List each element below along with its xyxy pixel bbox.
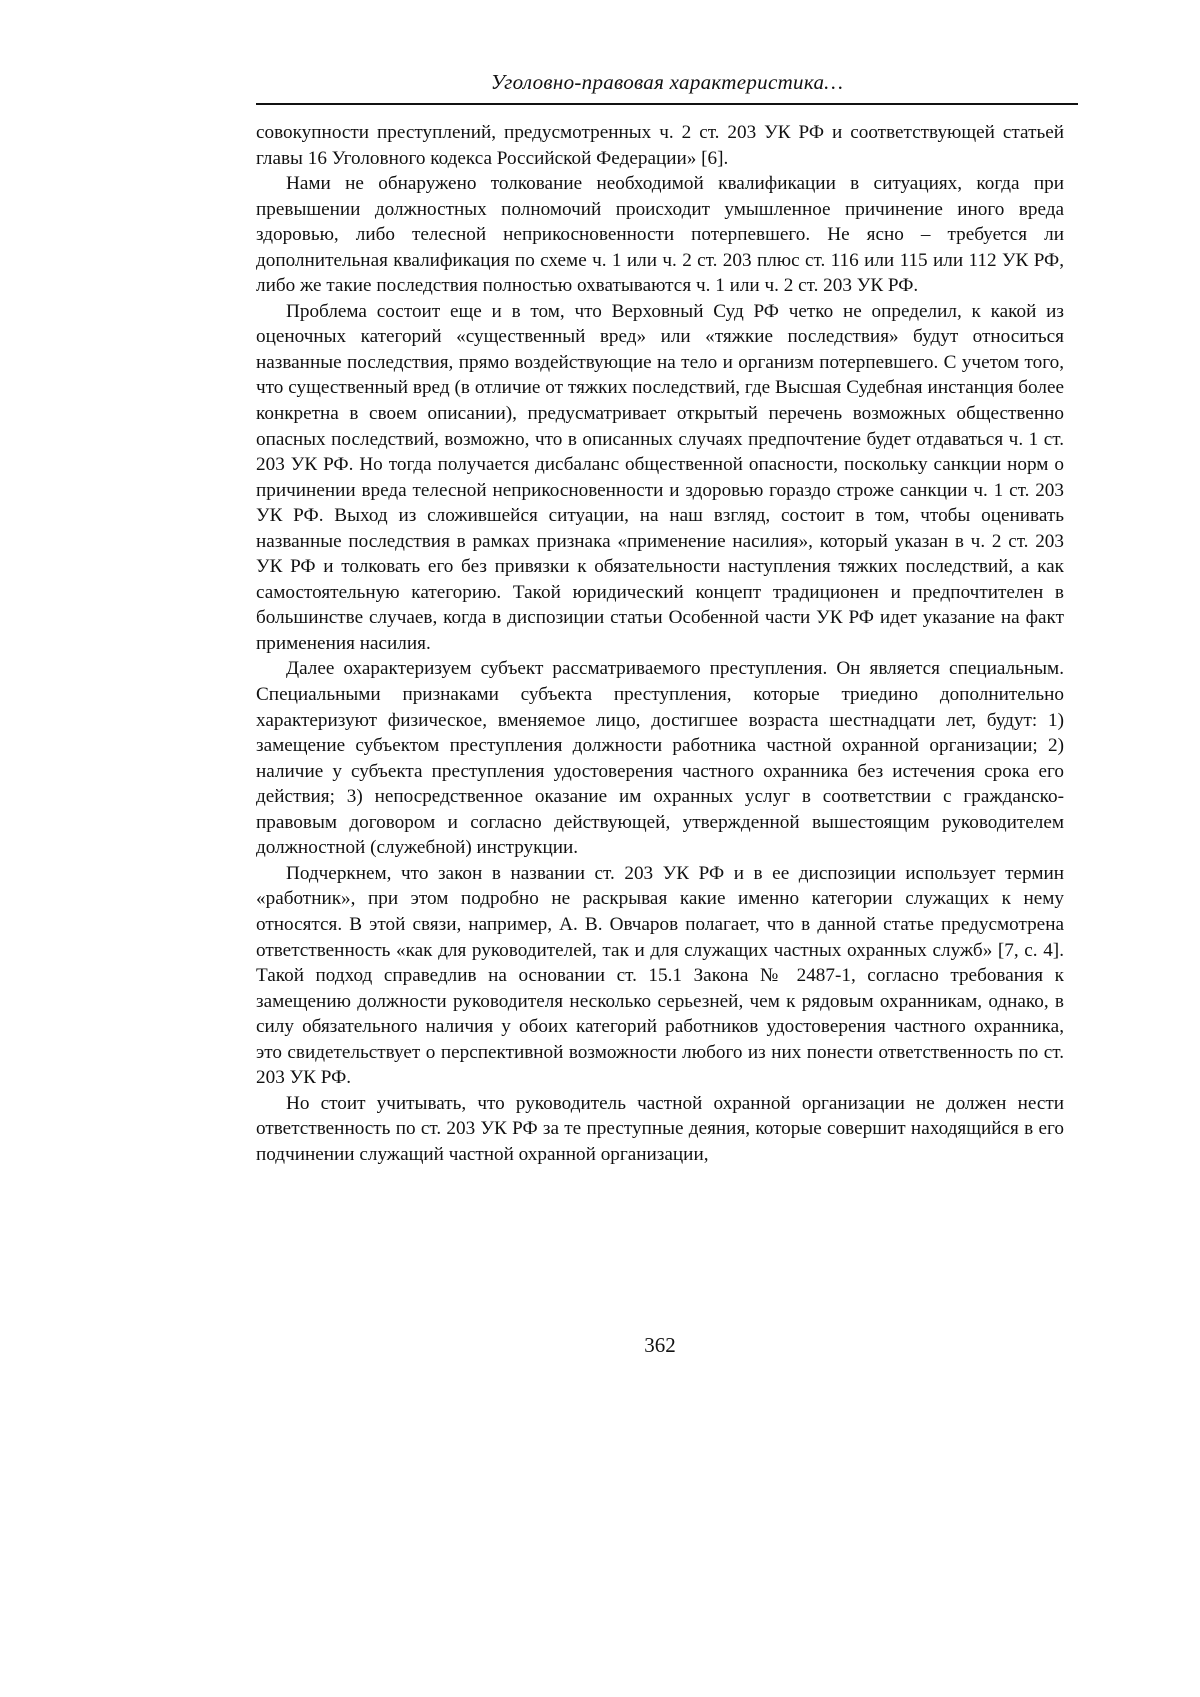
running-header: Уголовно-правовая характеристика… <box>490 70 844 94</box>
paragraph-subject-of-crime: Далее охарактеризуем субъект рассматриваемого преступления. Он является специальным. Специальными признаками субъекта преступления, которые триедино дополнительно характеризуют физическое, вменяемое лицо, достигшее возраста шестнадцати лет, будут: 1) замещение субъектом преступления должности работника частной охранной организации; 2) наличие у субъекта преступления удостоверения частного охранника без истечения срока его действия; 3) непосредственное оказание им охранных услуг в соответствии с гражданско-правовым договором и согласно действующей, утвержденной вышестоящим руководителем должностной (служебной) инструкции. <box>256 658 1064 859</box>
body-text <box>256 120 1064 1167</box>
paragraph-head-responsibility: Но стоит учитывать, что руководитель частной охранной организации не должен нести ответственность по ст. 203 УК РФ за те преступные деяния, которые совершит находящийся в его подчинении служащий частной охранной организации, <box>256 1092 1064 1165</box>
header-rule <box>256 103 1078 105</box>
paragraph-supreme-court-problem: Проблема состоит еще и в том, что Верховный Суд РФ четко не определил, к какой из оценочных категорий «существенный вред» или «тяжкие последствия» будут относиться названные последствия, прямо воздействующие на тело и организм потерпевшего. С учетом того, что существенный вред (в отличие от тяжких последствий, где Высшая Судебная инстанция более конкретна в своем описании), предусматривает открытый перечень возможных общественно опасных последствий, возможно, что в описанных случаях предпочтение будет отдаваться ч. 1 ст. 203 УК РФ. Но тогда получается дисбаланс общественной опасности, поскольку санкции норм о причинении вреда телесной неприкосновенности и здоровью гораздо строже санкции ч. 1 ст. 203 УК РФ. Выход из сложившейся ситуации, на наш взгляд, состоит в том, чтобы оценивать названные последствия в рамках признака «применение насилия», который указан в ч. 2 ст. 203 УК РФ и толковать его без привязки к обязательности наступления тяжких последствий, а как самостоятельную категорию. Такой юридический концепт традиционен и предпочтителен в большинстве случаев, когда в диспозиции статьи Особенной части УК РФ идет указание на факт применения насилия. <box>256 300 1064 654</box>
page-number: 362 <box>644 1333 676 1357</box>
paragraph-qualification: Нами не обнаружено толкование необходимой квалификации в ситуациях, когда при превышении должностных полномочий происходит умышленное причинение иного вреда здоровью, либо телесной неприкосновенности потерпевшего. Не ясно – требуется ли дополнительная квалификация по схеме ч. 1 или ч. 2 ст. 203 плюс ст. 116 или 115 или 112 УК РФ, либо же такие последствия полностью охватываются ч. 1 или ч. 2 ст. 203 УК РФ. <box>256 173 1064 297</box>
paragraph-continuation: совокупности преступлений, предусмотренных ч. 2 ст. 203 УК РФ и соответствующей статьей главы 16 Уголовного кодекса Российской Федерации» [6]. <box>256 122 1064 169</box>
paragraph-worker-term: Подчеркнем, что закон в названии ст. 203 УК РФ и в ее диспозиции использует термин «работник», при этом подробно не раскрывая какие именно категории служащих к нему относятся. В этой связи, например, А. В. Овчаров полагает, что в данной статье предусмотрена ответственность «как для руководителей, так и для служащих частных охранных служб» [7, с. 4]. Такой подход справедлив на основании ст. 15.1 Закона № 2487-1, согласно требования к замещению должности руководителя несколько серьезней, чем к рядовым охранникам, однако, в силу обязательного наличия у обоих категорий работников удостоверения частного охранника, это свидетельствует о перспективной возможности любого из них понести ответственность по ст. 203 УК РФ. <box>256 862 1064 1089</box>
